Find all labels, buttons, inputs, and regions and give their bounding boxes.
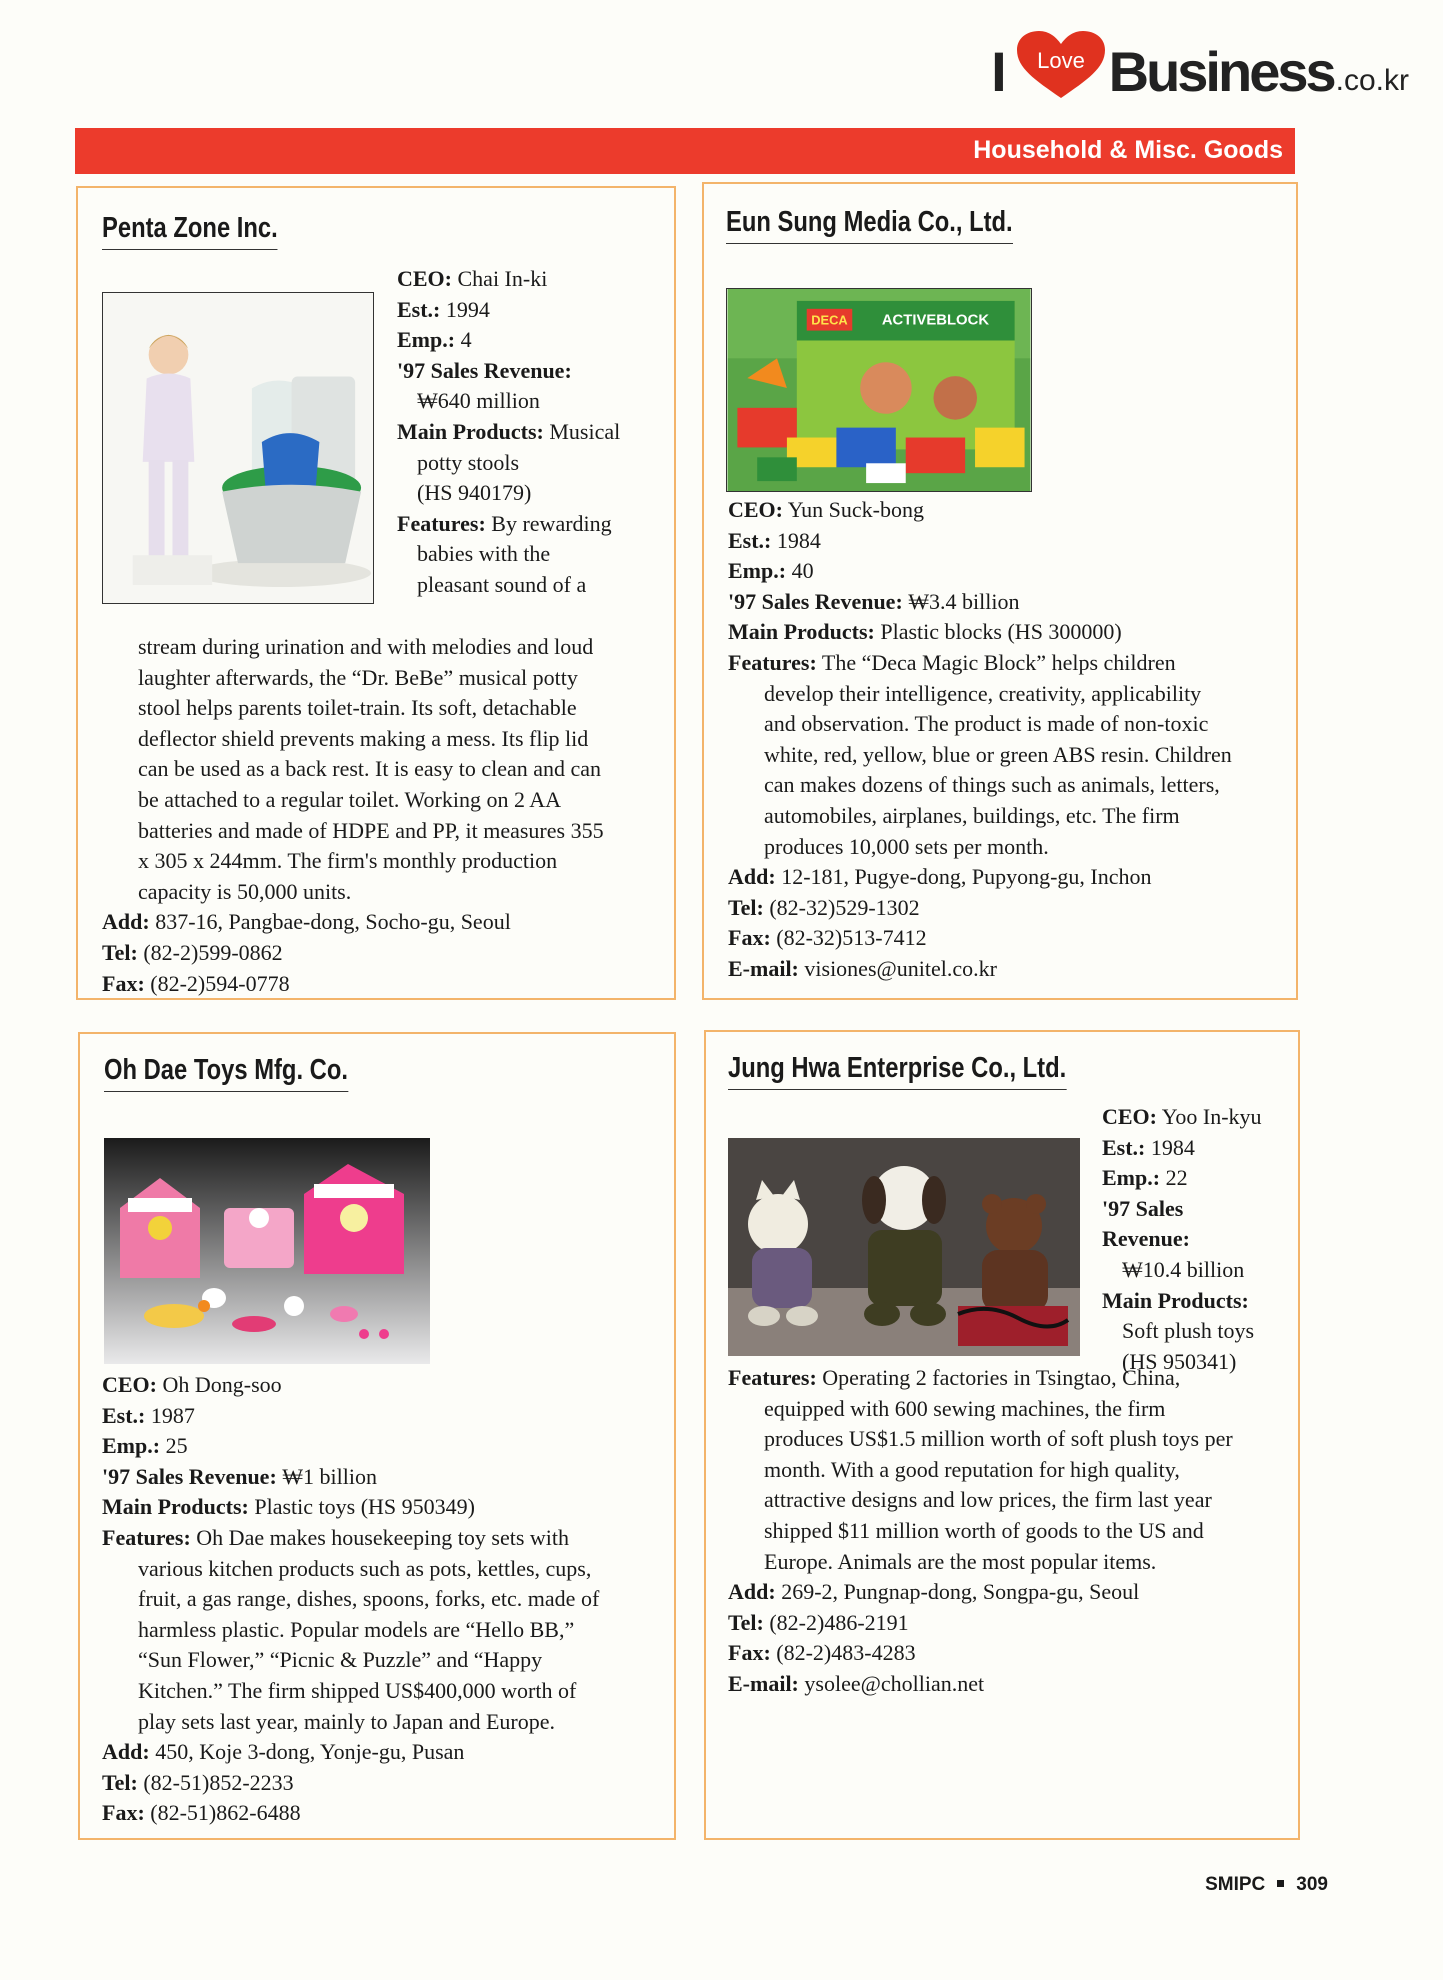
features-line: develop their intelligence, creativity, applicability <box>764 680 1202 706</box>
sales-label: '97 Sales <box>1102 1195 1184 1221</box>
sales-value: ₩3.4 billion <box>908 588 1020 614</box>
features-line: produces 10,000 sets per month. <box>764 833 1049 859</box>
ceo-value: Yoo In-kyu <box>1161 1104 1262 1129</box>
sales-label: Revenue: <box>1102 1226 1190 1252</box>
product-photo-plush-toys <box>728 1138 1080 1356</box>
sales-label: '97 Sales Revenue: <box>728 588 903 614</box>
features-line: Operating 2 factories in Tsingtao, China, <box>822 1365 1181 1390</box>
product-photo-potty-stool <box>102 292 374 604</box>
fax-value: (82-32)513-7412 <box>776 925 927 951</box>
company-card-eun-sung-media <box>702 182 1298 1000</box>
company-details: CEO: Oh Dong-soo Est.: 1987 Emp.: 25 '97 Sales Revenue: ₩1 billion Main Products: Plastic toys (HS 950349) Features: Oh Dae makes housekeeping toy sets with various kitchen products such as pots, kettles, cups, fruit, a gas range, dishes, spoons, forks, etc. made of harmless plastic. Popular models are “Hello BB,” “Sun Flower,” “Picnic & Puzzle” and “Happy Kitchen.” The firm shipped US$400,000 worth of play sets last year, mainly to Japan and Europe. Add: 450, Koje 3-dong, Yonje-gu, Pusan Tel: (82-51)852-2233 Fax: (82-51)862-6488 <box>102 1370 672 1829</box>
features-line: By rewarding <box>491 510 612 536</box>
category-bar <box>75 128 1295 174</box>
features-line: fruit, a gas range, dishes, spoons, forks, etc. made of <box>138 1586 600 1612</box>
products-line: Musical <box>549 418 621 444</box>
email-link[interactable]: ysolee@chollian.net <box>804 1670 985 1696</box>
features-line: stream during urination and with melodies and loud <box>138 634 594 659</box>
company-details: CEO: Yun Suck-bong Est.: 1984 Emp.: 40 '97 Sales Revenue: ₩3.4 billion Main Products: Plastic blocks (HS 300000) Features: The “Deca Magic Block” helps children develop their intelligence, creativity, applicability and observation. The product is made of non-toxic white, red, yellow, blue or green ABS resin. Children can makes dozens of things such as animals, letters, automobiles, airplanes, buildings, etc. The firm produces 10,000 sets per month. Add: 12-181, Pugye-dong, Pupyong-gu, Inchon Tel: (82-32)529-1302 Fax: (82-32)513-7412 E-mail: visiones@unitel.co.kr <box>728 495 1288 985</box>
est-value: 1987 <box>150 1402 195 1428</box>
address-value: 12-181, Pugye-dong, Pupyong-gu, Inchon <box>781 864 1152 890</box>
company-name: Penta Zone Inc. <box>102 212 278 250</box>
company-card-oh-dae-toys <box>78 1032 676 1840</box>
site-logo <box>991 30 1409 103</box>
features-line: batteries and made of HDPE and PP, it measures 355 <box>138 817 604 843</box>
company-details-top: CEO: Yoo In-kyu Est.: 1984 Emp.: 22 '97 Sales Revenue: ₩10.4 billion Main Products: Soft plush toys (HS 950341) <box>1102 1102 1297 1377</box>
logo-domain: .co.kr <box>1335 64 1409 97</box>
sales-value: ₩10.4 billion <box>1122 1256 1245 1282</box>
features-line: Kitchen.” The firm shipped US$400,000 worth of <box>138 1677 577 1703</box>
address-value: 450, Koje 3-dong, Yonje-gu, Pusan <box>155 1739 465 1765</box>
features-line: equipped with 600 sewing machines, the firm <box>764 1395 1166 1421</box>
product-photo-play-kitchen-set <box>104 1138 430 1364</box>
features-line: be attached to a regular toilet. Working on 2 AA <box>138 786 562 812</box>
est-value: 1994 <box>445 296 490 322</box>
features-line: Europe. Animals are the most popular items. <box>764 1548 1157 1574</box>
company-name: Oh Dae Toys Mfg. Co. <box>104 1054 348 1092</box>
tel-value: (82-2)486-2191 <box>769 1609 909 1635</box>
features-line: automobiles, airplanes, buildings, etc. The firm <box>764 802 1180 828</box>
logo-letter-i: I <box>991 40 1007 103</box>
ceo-value: Chai In-ki <box>457 266 548 291</box>
category-title: Household & Misc. Goods <box>973 136 1283 164</box>
address-value: 269-2, Pungnap-dong, Songpa-gu, Seoul <box>781 1579 1140 1605</box>
svg-text:Love: Love <box>1036 48 1085 73</box>
ceo-value: Yun Suck-bong <box>787 497 924 522</box>
features-line: attractive designs and low prices, the firm last year <box>764 1487 1212 1513</box>
tel-value: (82-2)599-0862 <box>143 939 283 965</box>
fax-value: (82-2)594-0778 <box>150 970 290 996</box>
heart-icon <box>1015 30 1107 100</box>
products-value: Plastic blocks (HS 300000) <box>880 619 1122 645</box>
features-line: x 305 x 244mm. The firm's monthly production <box>138 848 558 874</box>
features-line: capacity is 50,000 units. <box>138 878 352 904</box>
features-line: month. With a good reputation for high quality, <box>764 1456 1180 1482</box>
emp-value: 40 <box>791 558 814 584</box>
company-name: Jung Hwa Enterprise Co., Ltd. <box>728 1052 1066 1090</box>
emp-value: 4 <box>460 327 472 353</box>
page-footer <box>1205 1874 1328 1896</box>
company-details-top: CEO: Chai In-ki Est.: 1994 Emp.: 4 '97 Sales Revenue: ₩640 million Main Products: Musical potty stools (HS 940179) Features: By rewarding babies with the pleasant sound of a <box>397 264 667 601</box>
company-details-bottom: stream during urination and with melodies and loud laughter afterwards, the “Dr. BeBe” musical potty stool helps parents toilet-train. Its soft, detachable deflector shield prevents making a mess. Its flip lid can be used as a back rest. It is easy to clean and can be attached to a regular toilet. Working on 2 AA batteries and made of HDPE and PP, it measures 355 x 305 x 244mm. The firm's monthly production capacity is 50,000 units. Add: 837-16, Pangbae-dong, Socho-gu, Seoul Tel: (82-2)599-0862 Fax: (82-2)594-0778 <box>102 632 672 999</box>
est-value: 1984 <box>776 527 821 553</box>
features-line: The “Deca Magic Block” helps children <box>821 649 1176 675</box>
emp-value: 25 <box>165 1433 188 1459</box>
sales-label: '97 Sales Revenue: <box>397 357 572 383</box>
company-name: Eun Sung Media Co., Ltd. <box>726 206 1013 244</box>
page-number: 309 <box>1296 1874 1328 1895</box>
est-value: 1984 <box>1150 1134 1195 1160</box>
features-line: babies with the <box>417 541 551 567</box>
product-photo-active-block-box <box>726 288 1032 492</box>
features-line: laughter afterwards, the “Dr. BeBe” musical potty <box>138 664 578 690</box>
company-card-penta-zone <box>76 186 676 1000</box>
fax-value: (82-51)862-6488 <box>150 1800 301 1826</box>
sales-label: '97 Sales Revenue: <box>102 1463 277 1489</box>
features-line: shipped $11 million worth of goods to the US and <box>764 1517 1204 1543</box>
emp-value: 22 <box>1165 1165 1188 1191</box>
features-line: various kitchen products such as pots, kettles, cups, <box>138 1555 592 1581</box>
email-link[interactable]: visiones@unitel.co.kr <box>804 955 997 981</box>
svg-text:DECA: DECA <box>811 312 848 328</box>
products-line: Soft plush toys <box>1122 1318 1255 1344</box>
features-line: pleasant sound of a <box>417 571 587 597</box>
features-line: can makes dozens of things such as animals, letters, <box>764 772 1220 798</box>
products-line: potty stools <box>417 449 520 475</box>
features-line: Oh Dae makes housekeeping toy sets with <box>196 1524 569 1550</box>
products-line: (HS 950341) <box>1122 1348 1237 1374</box>
sales-value: ₩1 billion <box>282 1463 377 1489</box>
sales-value: ₩640 million <box>417 388 540 414</box>
features-line: produces US$1.5 million worth of soft plush toys per <box>764 1426 1233 1452</box>
svg-text:ACTIVEBLOCK: ACTIVEBLOCK <box>881 312 990 329</box>
company-details-bottom: Features: Operating 2 factories in Tsingtao, China, equipped with 600 sewing machines, the firm produces US$1.5 million worth of soft plush toys per month. With a good reputation for high quality, attractive designs and low prices, the firm last year shipped $11 million worth of goods to the US and Europe. Animals are the most popular items. Add: 269-2, Pungnap-dong, Songpa-gu, Seoul Tel: (82-2)486-2191 Fax: (82-2)483-4283 E-mail: ysolee@chollian.net <box>728 1363 1296 1700</box>
publication-name: SMIPC <box>1205 1874 1266 1895</box>
features-line: deflector shield prevents making a mess. Its flip lid <box>138 725 589 751</box>
logo-business: Business <box>1108 40 1334 103</box>
products-value: Plastic toys (HS 950349) <box>254 1494 475 1520</box>
products-line: (HS 940179) <box>417 480 532 506</box>
company-card-jung-hwa <box>704 1030 1300 1840</box>
ceo-value: Oh Dong-soo <box>162 1372 282 1397</box>
fax-value: (82-2)483-4283 <box>776 1640 916 1666</box>
features-line: stool helps parents toilet-train. Its soft, detachable <box>138 695 577 721</box>
features-line: can be used as a back rest. It is easy to clean and can <box>138 756 602 782</box>
features-line: play sets last year, mainly to Japan and Europe. <box>138 1708 556 1734</box>
tel-value: (82-51)852-2233 <box>143 1769 294 1795</box>
features-line: white, red, yellow, blue or green ABS resin. Children <box>764 741 1232 767</box>
address-value: 837-16, Pangbae-dong, Socho-gu, Seoul <box>155 909 511 935</box>
bullet-separator-icon <box>1277 1880 1284 1887</box>
tel-value: (82-32)529-1302 <box>769 894 920 920</box>
features-line: and observation. The product is made of non-toxic <box>764 711 1209 737</box>
features-line: “Sun Flower,” “Picnic & Puzzle” and “Happy <box>138 1647 543 1673</box>
features-line: harmless plastic. Popular models are “Hello BB,” <box>138 1616 575 1642</box>
